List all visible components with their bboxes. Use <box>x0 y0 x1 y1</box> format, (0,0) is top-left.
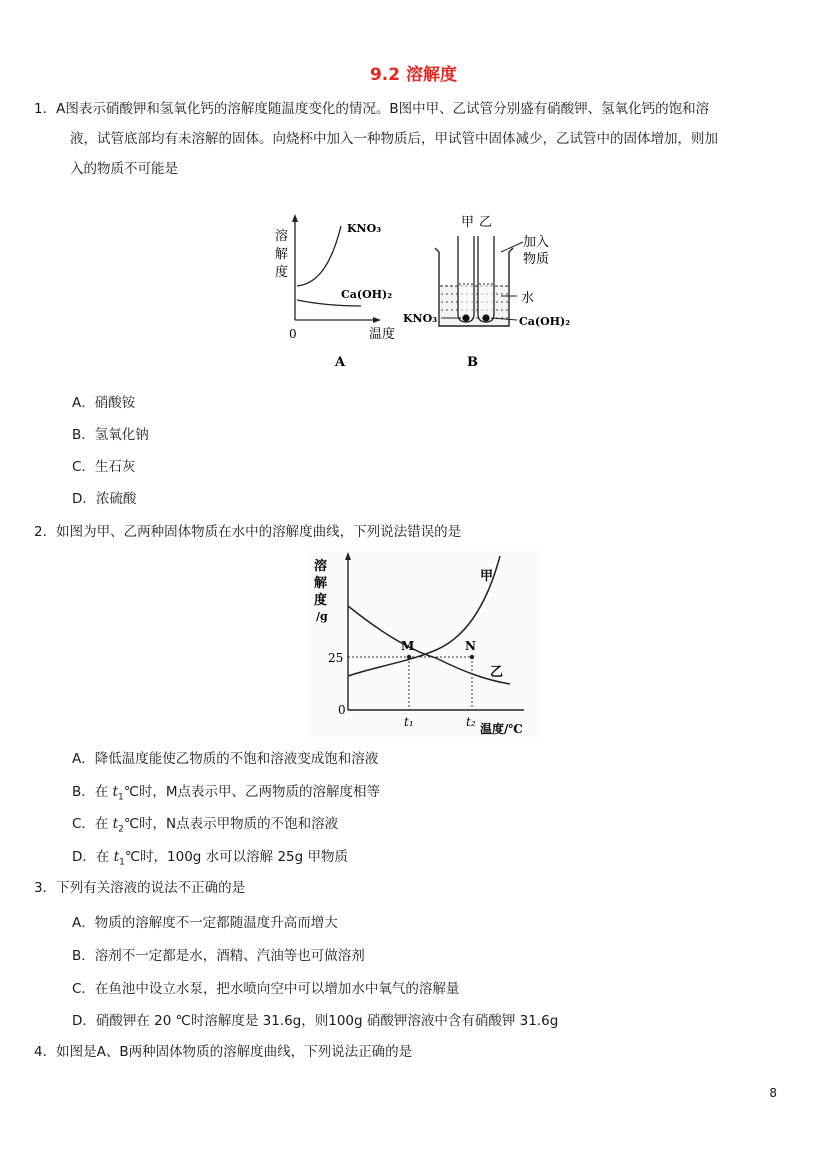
option-text: D．在 <box>72 849 114 865</box>
option-c <box>72 813 338 841</box>
option-b: B．氢氧化钠 <box>72 427 149 443</box>
y-axis-label: 解 <box>275 247 289 262</box>
question-text: 下列有关溶液的说法不正确的是 <box>56 880 246 896</box>
x-axis-label: 温度 <box>369 327 396 342</box>
page-number: 8 <box>769 1086 777 1100</box>
question-number: 3． <box>34 880 57 896</box>
question-number: 2． <box>34 524 57 540</box>
y-axis-label: 解 <box>314 576 328 591</box>
caoh2-solid <box>482 314 489 321</box>
question-number: 4． <box>34 1044 57 1060</box>
question-2 <box>34 517 789 547</box>
option-a: A．硝酸铵 <box>72 395 136 411</box>
y-tick-25: 25 <box>328 651 344 665</box>
question-text: 如图为甲、乙两种固体物质在水中的溶解度曲线，下列说法错误的是 <box>56 524 462 540</box>
y-axis-label: 溶 <box>314 559 328 574</box>
caoh2-label: Ca(OH)₂ <box>341 288 393 301</box>
option-text: ℃时，M点表示甲、乙两物质的溶解度相等 <box>123 784 381 800</box>
page-title: 9.2 溶解度 <box>369 65 458 85</box>
option-a: A．物质的溶解度不一定都随温度升高而增大 <box>72 915 338 931</box>
y-axis-label: 度 <box>275 265 289 280</box>
caoh2-tube-label: Ca(OH)₂ <box>519 315 571 328</box>
option-b: B．溶剂不一定都是水，酒精、汽油等也可做溶剂 <box>72 948 365 964</box>
x-tick-t2: t₂ <box>466 715 476 729</box>
x-tick-t1: t₁ <box>404 715 414 729</box>
kno3-curve <box>297 226 341 286</box>
option-d: D．硝酸钾在 20 ℃时溶解度是 31.6g，则100g 硝酸钾溶液中含有硝酸钾 31.6g <box>72 1013 559 1029</box>
option-c: C．在鱼池中设立水泵，把水喷向空中可以增加水中氧气的溶解量 <box>72 981 460 997</box>
option-b <box>72 781 380 809</box>
origin-label: 0 <box>338 703 346 717</box>
tube-jia-label: 甲 <box>461 215 475 230</box>
subscript: 2 <box>118 824 124 835</box>
point-n-label: N <box>465 639 476 653</box>
variable-t: t <box>112 816 119 832</box>
figure-solubility-curve-jia-yi <box>308 550 540 738</box>
question-text: A图表示硝酸钾和氢氧化钙的溶解度随温度变化的情况。B图中甲、乙试管分别盛有硝酸钾、氢氧化钙的饱和溶 <box>56 101 710 117</box>
variable-t: t <box>112 784 118 800</box>
variable-t: t <box>113 849 120 865</box>
option-text: ℃时，100g 水可以溶解 25g 甲物质 <box>124 849 348 865</box>
figure-a-caption: A <box>335 355 346 370</box>
curve-yi-label: 乙 <box>490 665 504 680</box>
option-text: B．在 <box>72 784 113 800</box>
subscript: 1 <box>119 857 125 868</box>
y-axis-label: 溶 <box>275 229 289 244</box>
question-3 <box>34 873 789 903</box>
question-text: 液，试管底部均有未溶解的固体。向烧杯中加入一种物质后，甲试管中固体减少，乙试管中的固体增加，则加 <box>70 131 718 147</box>
add-substance-label: 加入 <box>523 235 550 250</box>
point-m <box>407 655 411 659</box>
question-number: 1． <box>34 101 57 117</box>
point-m-label: M <box>401 639 415 653</box>
figure-solubility-and-beaker <box>265 196 585 374</box>
origin-label: 0 <box>289 327 297 341</box>
y-axis-unit: /g <box>316 610 328 623</box>
option-d <box>72 846 348 874</box>
x-axis-label: 温度/℃ <box>480 722 523 736</box>
option-text: ℃时，N点表示甲物质的不饱和溶液 <box>123 816 339 832</box>
point-n <box>470 655 474 659</box>
test-tube-yi <box>478 236 494 322</box>
option-d: D．浓硫酸 <box>72 491 137 507</box>
curve-jia-label: 甲 <box>480 569 494 584</box>
option-text: C．在 <box>72 816 113 832</box>
water-label: 水 <box>521 291 535 306</box>
figure-b-beaker <box>403 215 570 370</box>
kno3-solid <box>462 314 469 321</box>
question-text: 如图是A、B两种固体物质的溶解度曲线，下列说法正确的是 <box>56 1044 413 1060</box>
subscript: 1 <box>118 792 124 803</box>
tube-yi-label: 乙 <box>479 215 493 230</box>
y-axis-label: 度 <box>314 593 328 608</box>
add-substance-label: 物质 <box>523 252 550 267</box>
test-tube-jia <box>458 236 474 322</box>
figure-a-solubility-chart <box>275 214 395 370</box>
option-a: A．降低温度能使乙物质的不饱和溶液变成饱和溶液 <box>72 751 379 767</box>
kno3-tube-label: KNO₃ <box>403 312 438 325</box>
figure-b-caption: B <box>467 355 478 370</box>
question-1 <box>34 94 789 184</box>
kno3-label: KNO₃ <box>347 222 382 235</box>
question-text: 入的物质不可能是 <box>70 161 178 177</box>
question-4 <box>34 1037 789 1067</box>
option-c: C．生石灰 <box>72 459 136 475</box>
